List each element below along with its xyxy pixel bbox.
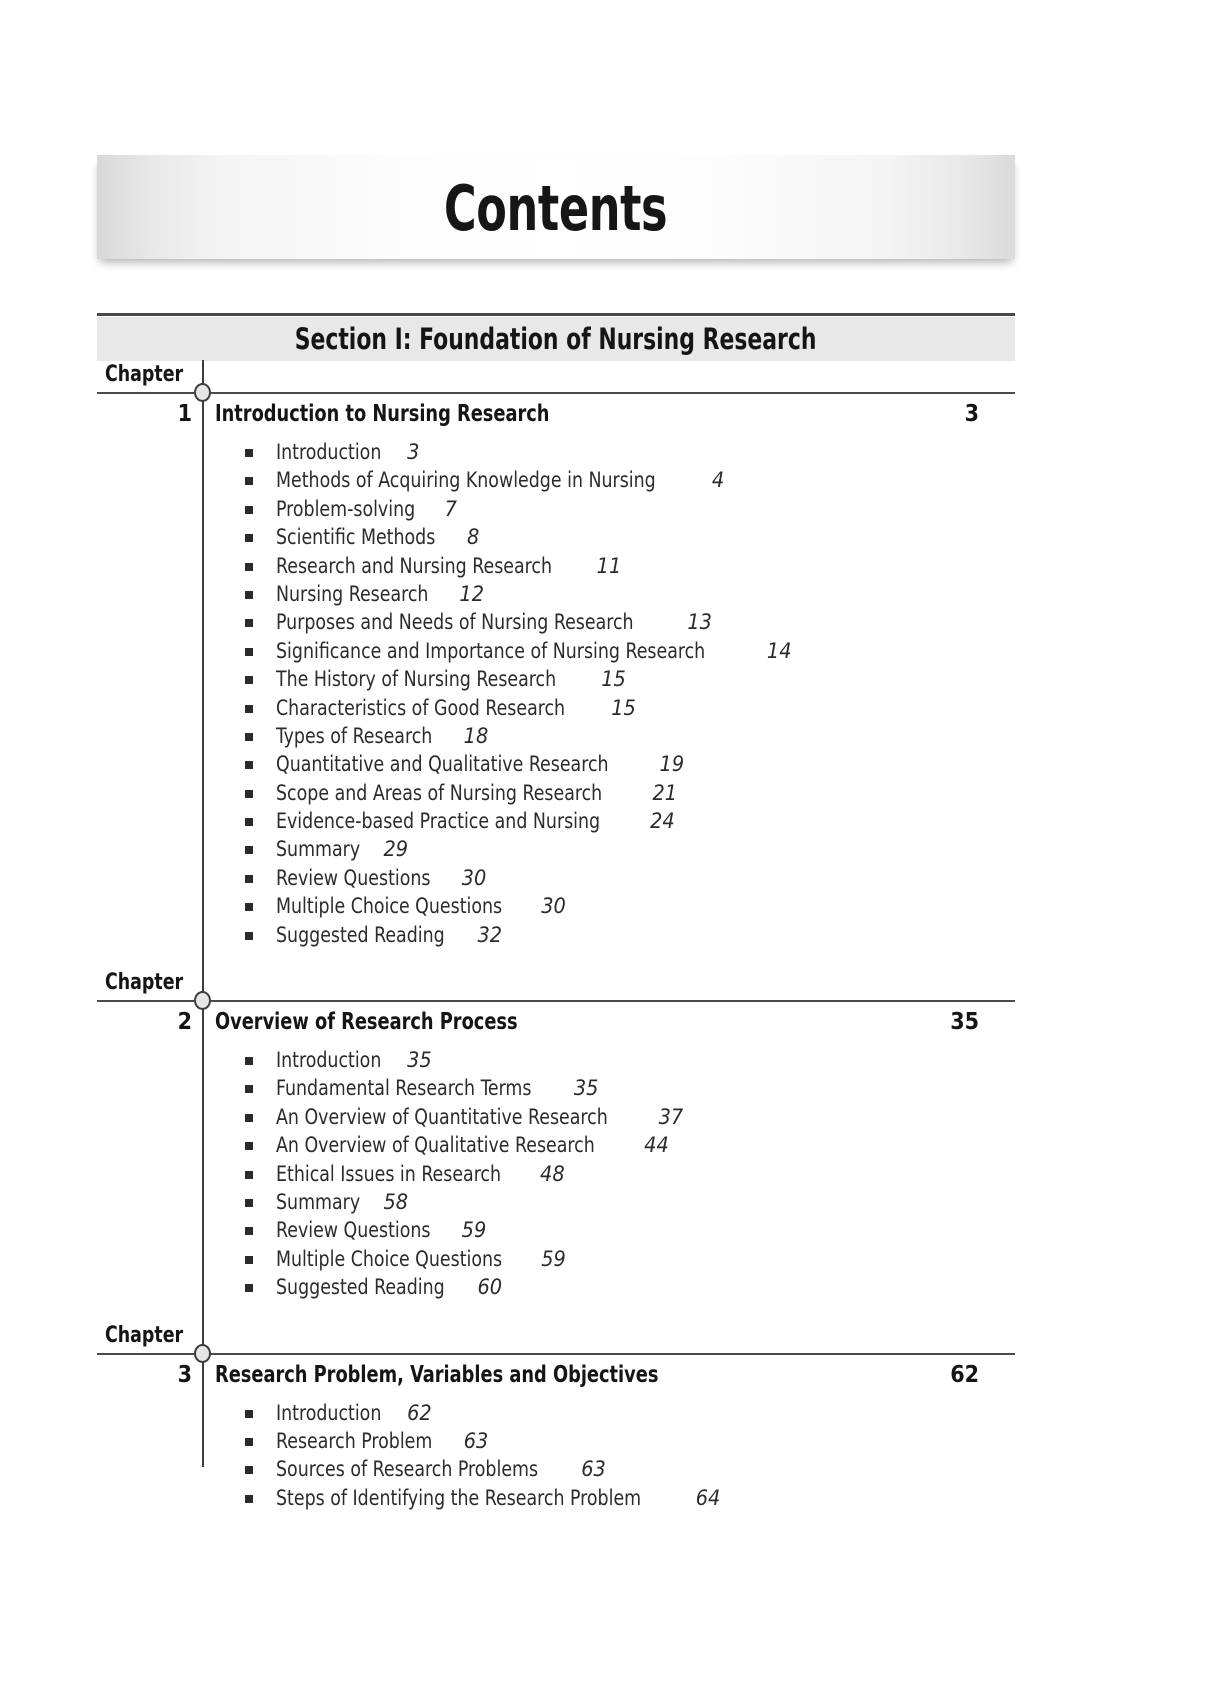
chapter-label-text: Chapter — [105, 970, 184, 996]
section-title-text: Section I: Foundation of Nursing Research — [295, 322, 817, 356]
bullet-square-icon — [245, 1495, 253, 1503]
bullet-square-icon — [245, 534, 253, 542]
chapter-number: 1 — [177, 401, 192, 427]
section-header — [97, 313, 1015, 361]
toc-entry[interactable] — [97, 553, 1015, 581]
toc-entry-label: Quantitative and Qualitative Research — [276, 752, 609, 778]
chapter-title — [215, 1360, 731, 1391]
toc-entry-page: 29 — [383, 837, 409, 863]
toc-entry-page: 19 — [659, 752, 685, 778]
toc-entry-page: 59 — [461, 1218, 487, 1244]
toc-entry[interactable] — [97, 865, 1015, 893]
bullet-square-icon — [245, 932, 253, 940]
bullet-square-icon — [245, 790, 253, 798]
toc-entry-label: Multiple Choice Questions — [276, 894, 503, 920]
bullet-square-icon — [245, 761, 253, 769]
bullet-square-icon — [245, 903, 253, 911]
chapter-spacer — [97, 950, 1015, 968]
toc-entry-page: 21 — [652, 780, 678, 806]
bullet-square-icon — [245, 846, 253, 854]
bullet-square-icon — [245, 818, 253, 826]
toc-entry[interactable] — [97, 1047, 1015, 1075]
toc-entry-label: Fundamental Research Terms — [276, 1076, 532, 1102]
chapter-label-row — [97, 360, 1015, 392]
toc-entry[interactable] — [97, 1400, 1015, 1428]
toc-entry-label: Evidence-based Practice and Nursing — [276, 809, 601, 835]
toc-entry-page: 35 — [407, 1048, 432, 1074]
bullet-square-icon — [245, 563, 253, 571]
toc-entry-label: Multiple Choice Questions — [276, 1246, 503, 1272]
chapter-number: 3 — [177, 1361, 192, 1388]
chapter-group — [97, 360, 1015, 968]
toc-entry-label: Introduction — [276, 1400, 382, 1426]
toc-entry-page: 32 — [477, 922, 503, 948]
toc-entry[interactable] — [97, 695, 1015, 723]
chapter-title-text: Overview of Research Process — [215, 1009, 518, 1036]
chapter-label — [105, 1321, 197, 1351]
chapter-label — [105, 360, 197, 390]
chapter-group — [97, 1321, 1015, 1514]
toc-entry-label: Problem-solving — [276, 496, 416, 522]
toc-entry[interactable] — [97, 780, 1015, 808]
toc-entry-label: Methods of Acquiring Knowledge in Nursing — [276, 468, 656, 494]
toc-entry-label: Research Problem — [276, 1428, 433, 1454]
toc-entry[interactable] — [97, 1456, 1015, 1484]
toc-entry-page: 24 — [650, 809, 675, 835]
bullet-square-icon — [245, 676, 253, 684]
bullet-square-icon — [245, 705, 253, 713]
toc-entry[interactable] — [97, 893, 1015, 921]
chapter-label-text: Chapter — [105, 362, 184, 387]
toc-entry[interactable] — [97, 1132, 1015, 1160]
toc-entry[interactable] — [97, 467, 1015, 495]
toc-entry[interactable] — [97, 638, 1015, 666]
toc-entry-label: Types of Research — [276, 723, 433, 749]
chapter-list — [97, 360, 1015, 1513]
toc-entry-page: 7 — [444, 496, 457, 522]
bullet-square-icon — [245, 1199, 253, 1207]
toc-entry-page: 30 — [541, 894, 566, 920]
toc-entry-page: 59 — [541, 1246, 566, 1272]
chapter-label-row — [97, 1321, 1015, 1353]
toc-entry-page: 63 — [581, 1457, 606, 1483]
toc-entry-page: 3 — [407, 440, 420, 465]
toc-entry-label: Suggested Reading — [276, 1275, 445, 1301]
chapter-label-text: Chapter — [105, 1322, 184, 1348]
toc-entry-page: 15 — [601, 667, 626, 693]
toc-entry[interactable] — [97, 1485, 1015, 1513]
toc-entry-label: Ethical Issues in Research — [276, 1161, 502, 1187]
toc-entry[interactable] — [97, 1246, 1015, 1274]
toc-entry[interactable] — [97, 496, 1015, 524]
bullet-square-icon — [245, 477, 253, 485]
chapter-title-text: Research Problem, Variables and Objectives — [215, 1361, 659, 1388]
chapter-spacer — [97, 1303, 1015, 1321]
toc-entry[interactable] — [97, 609, 1015, 637]
toc-entry[interactable] — [97, 1274, 1015, 1302]
table-of-contents — [97, 360, 1015, 1513]
toc-entry-page: 11 — [596, 553, 622, 579]
chapter-title — [215, 1007, 567, 1038]
toc-entry-page: 30 — [461, 865, 487, 891]
toc-entry-page: 4 — [711, 468, 725, 494]
toc-entry-label: The History of Nursing Research — [276, 667, 557, 693]
bullet-square-icon — [245, 619, 253, 627]
bullet-square-icon — [245, 1227, 253, 1235]
toc-entry[interactable] — [97, 581, 1015, 609]
bullet-square-icon — [245, 1114, 253, 1122]
chapter-entry-list — [97, 1400, 1015, 1514]
toc-entry-page: 48 — [540, 1161, 565, 1187]
chapter-page-number: 3 — [964, 401, 979, 427]
toc-entry-page: 60 — [477, 1275, 503, 1301]
toc-entry[interactable] — [97, 922, 1015, 950]
bullet-square-icon — [245, 1171, 253, 1179]
bullet-square-icon — [245, 648, 253, 656]
toc-entry-label: Introduction — [276, 1048, 382, 1074]
bullet-square-icon — [245, 1256, 253, 1264]
chapter-label-row — [97, 968, 1015, 1000]
toc-entry-page: 18 — [463, 723, 489, 749]
toc-entry[interactable] — [97, 1104, 1015, 1132]
toc-entry-page: 63 — [463, 1428, 489, 1454]
chapter-title-text: Introduction to Nursing Research — [215, 401, 550, 427]
toc-entry[interactable] — [97, 439, 1015, 467]
bullet-square-icon — [245, 733, 253, 741]
toc-entry[interactable] — [97, 1189, 1015, 1217]
toc-entry-page: 58 — [383, 1189, 409, 1215]
toc-entry-page: 14 — [766, 638, 792, 664]
chapter-title — [215, 399, 604, 430]
bullet-square-icon — [245, 1284, 253, 1292]
bullet-square-icon — [245, 1085, 253, 1093]
toc-entry-label: Scientific Methods — [276, 525, 436, 551]
toc-entry-page: 35 — [573, 1076, 599, 1102]
toc-entry-label: Summary — [276, 837, 361, 863]
chapter-title-row[interactable] — [97, 1355, 1015, 1400]
chapter-page-number: 35 — [950, 1009, 979, 1036]
toc-entry-label: Suggested Reading — [276, 922, 445, 948]
toc-entry-label: Scope and Areas of Nursing Research — [276, 780, 603, 806]
toc-entry-label: Introduction — [276, 440, 382, 465]
toc-entry[interactable] — [97, 836, 1015, 864]
toc-entry[interactable] — [97, 1428, 1015, 1456]
toc-entry-label: Sources of Research Problems — [276, 1457, 539, 1483]
toc-entry-label: Research and Nursing Research — [276, 553, 553, 579]
bullet-square-icon — [245, 506, 253, 514]
page-title — [97, 172, 1015, 245]
toc-entry-page: 15 — [611, 695, 636, 721]
toc-entry-label: An Overview of Qualitative Research — [276, 1133, 595, 1159]
section-title — [245, 322, 866, 356]
toc-entry-page: 8 — [467, 525, 480, 551]
chapter-title-row[interactable] — [97, 394, 1015, 439]
bullet-square-icon — [245, 1142, 253, 1150]
bullet-square-icon — [245, 591, 253, 599]
toc-entry[interactable] — [97, 1075, 1015, 1103]
chapter-label — [105, 968, 197, 998]
toc-entry-label: Review Questions — [276, 1218, 431, 1244]
chapter-entry-list — [97, 1047, 1015, 1303]
toc-entry-page: 62 — [407, 1400, 432, 1426]
toc-entry-label: Steps of Identifying the Research Problem — [276, 1485, 642, 1511]
chapter-title-row[interactable] — [97, 1002, 1015, 1047]
bullet-square-icon — [245, 1438, 253, 1446]
section-bar — [97, 317, 1015, 361]
toc-entry[interactable] — [97, 666, 1015, 694]
chapter-number: 2 — [177, 1009, 192, 1036]
chapter-page-number: 62 — [950, 1361, 979, 1388]
bullet-square-icon — [245, 875, 253, 883]
toc-entry[interactable] — [97, 751, 1015, 779]
bullet-square-icon — [245, 1466, 253, 1474]
contents-banner — [97, 155, 1015, 265]
toc-entry[interactable] — [97, 1161, 1015, 1189]
chapter-entry-list — [97, 439, 1015, 950]
toc-entry-label: Characteristics of Good Research — [276, 695, 566, 721]
toc-entry-label: Significance and Importance of Nursing Research — [276, 638, 706, 664]
bullet-square-icon — [245, 1057, 253, 1065]
toc-entry-page: 12 — [459, 581, 485, 607]
toc-entry[interactable] — [97, 524, 1015, 552]
toc-entry-page: 13 — [687, 610, 712, 636]
toc-entry[interactable] — [97, 723, 1015, 751]
toc-entry-label: Summary — [276, 1189, 361, 1215]
toc-entry[interactable] — [97, 1217, 1015, 1245]
toc-entry-label: Review Questions — [276, 865, 431, 891]
toc-entry[interactable] — [97, 808, 1015, 836]
toc-entry-label: An Overview of Quantitative Research — [276, 1104, 608, 1130]
toc-entry-page: 37 — [658, 1104, 684, 1130]
toc-entry-page: 44 — [644, 1133, 669, 1159]
toc-entry-label: Purposes and Needs of Nursing Research — [276, 610, 634, 636]
bullet-square-icon — [245, 1410, 253, 1418]
chapter-group — [97, 968, 1015, 1321]
toc-entry-label: Nursing Research — [276, 581, 429, 607]
toc-entry-page: 64 — [695, 1485, 721, 1511]
bullet-square-icon — [245, 449, 253, 457]
page-title-text: Contents — [444, 172, 668, 246]
